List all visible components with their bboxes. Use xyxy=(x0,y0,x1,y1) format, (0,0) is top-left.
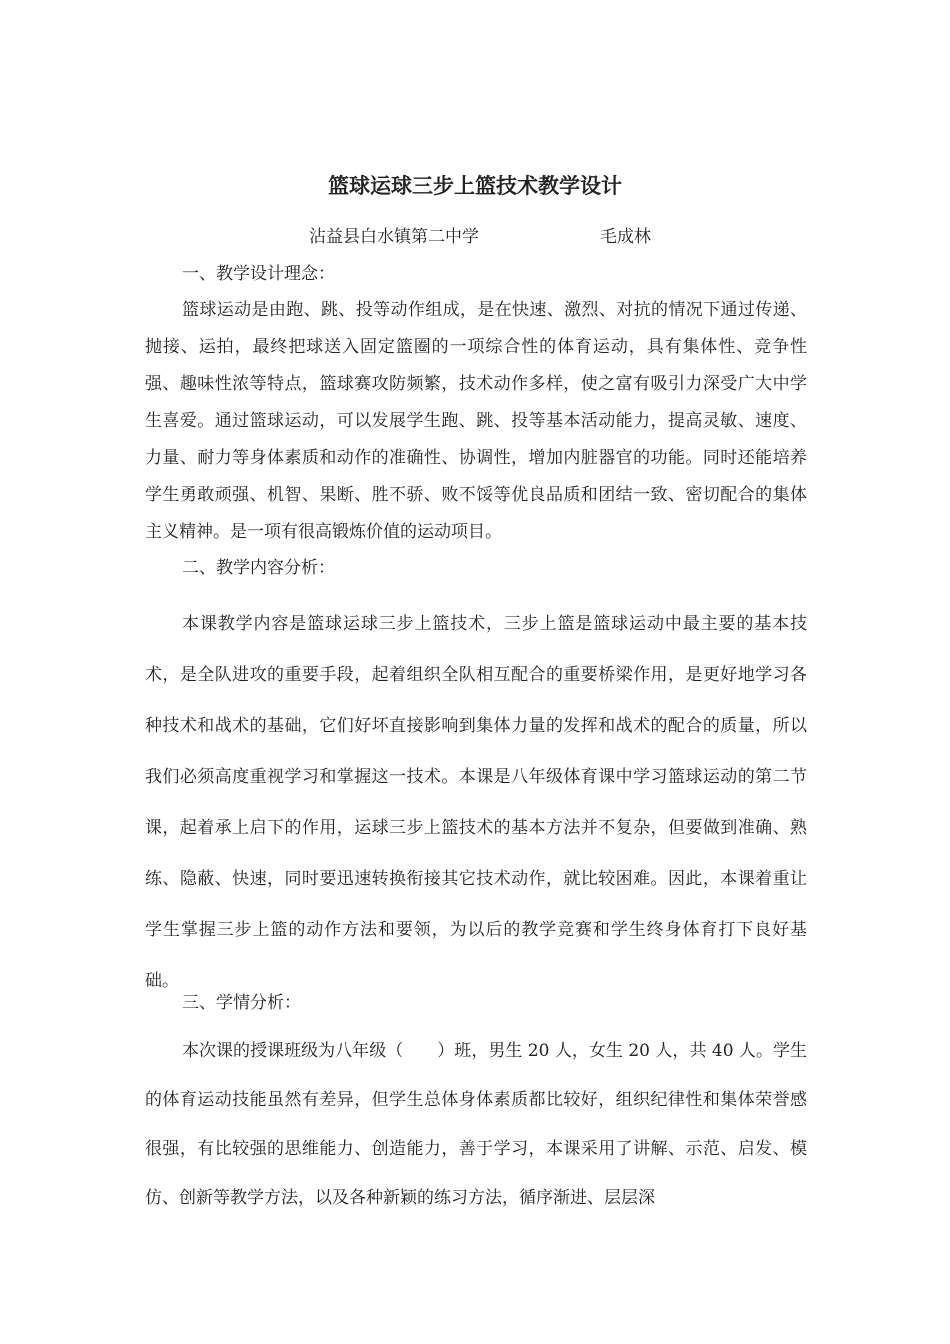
section-heading-student-analysis: 三、学情分析： xyxy=(182,993,301,1013)
section-heading-design-concept: 一、教学设计理念： xyxy=(182,264,335,284)
section-body-student-analysis: 本次课的授课班级为八年级（ ）班，男生 20 人，女生 20 人，共 40 人。学生的体育运动技能虽然有差异，但学生总体身体素质都比较好，组织纪律性和集体荣誉感很强，有比较强的思维能力、创造能力，善于学习，本课采用了讲解、示范、启发、模仿、创新等教学方法，以及各种新颖的练习方法，循序渐进、层层深 xyxy=(145,1041,807,1208)
school-name: 沾益县白水镇第二中学 xyxy=(309,227,479,247)
author-name: 毛成林 xyxy=(600,227,651,247)
author-line xyxy=(0,222,950,252)
document-title: 篮球运球三步上篮技术教学设计 xyxy=(328,173,622,198)
section-heading-content-analysis: 二、教学内容分析： xyxy=(182,558,335,578)
section-body-design-concept: 篮球运动是由跑、跳、投等动作组成，是在快速、激烈、对抗的情况下通过传递、抛接、运拍，最终把球送入固定篮圈的一项综合性的体育运动，具有集体性、竞争性强、趣味性浓等特点，篮球赛攻防频繁，技术动作多样，使之富有吸引力深受广大中学生喜爱。通过篮球运动，可以发展学生跑、跳、投等基本活动能力，提高灵敏、速度、力量、耐力等身体素质和动作的准确性、协调性，增加内脏器官的功能。同时还能培养学生勇敢顽强、机智、果断、胜不骄、败不馁等优良品质和团结一致、密切配合的集体主义精神。是一项有很高锻炼价值的运动项目。 xyxy=(145,300,807,542)
section-body-content-analysis: 本课教学内容是篮球运球三步上篮技术，三步上篮是篮球运动中最主要的基本技术，是全队进攻的重要手段，起着组织全队相互配合的重要桥梁作用，是更好地学习各种技术和战术的基础，它们好坏直接影响到集体力量的发挥和战术的配合的质量，所以我们必须高度重视学习和掌握这一技术。本课是八年级体育课中学习篮球运动的第二节课，起着承上启下的作用，运球三步上篮技术的基本方法并不复杂，但要做到准确、熟练、隐蔽、快速，同时要迅速转换衔接其它技术动作，就比较困难。因此，本课着重让学生掌握三步上篮的动作方法和要领，为以后的教学竞赛和学生终身体育打下良好基础。 xyxy=(145,614,807,991)
